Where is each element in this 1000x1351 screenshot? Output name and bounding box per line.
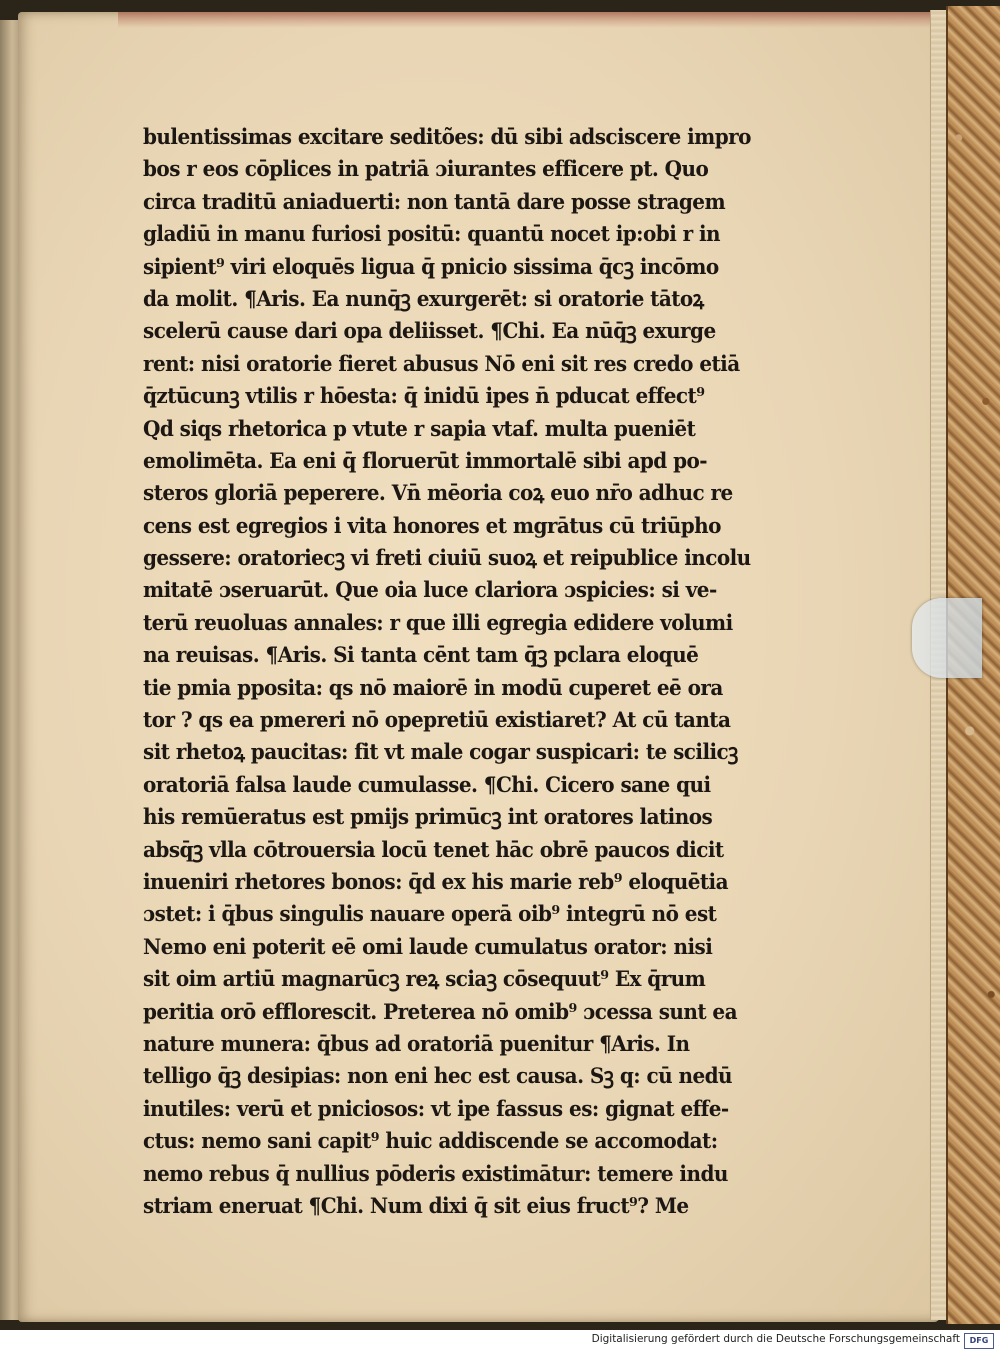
text-line: cens est egregios i vita honores et mgrātus cū triūpho	[143, 513, 721, 539]
text-line: bos r eos cōplices in patriā ɔiurantes efficere pt. Quo	[143, 157, 709, 183]
text-line: sit rhetoꝝ paucitas: fit vt male cogar suspicari: te scilicꝫ	[143, 740, 738, 766]
text-line: peritia orō efflorescit. Preterea nō omib⁹ ɔcessa sunt ea	[143, 999, 738, 1025]
top-edge-stain	[118, 12, 948, 28]
text-column	[143, 122, 751, 1223]
text-line: q̄ztūcunꝫ vtilis r hōesta: q̄ inidū ipes n̄ pducat effect⁹	[143, 384, 705, 410]
text-line: Qd siqs rhetorica p vtute r sapia vtaf. multa pueniēt	[143, 416, 696, 442]
text-line: absq̄ꝫ vlla cōtrouersia locū tenet hāc obrē paucos dicit	[143, 837, 724, 863]
text-line: na reuisas. ¶Aris. Si tanta cēnt tam q̄ꝫ pclara eloquē	[143, 643, 699, 669]
text-line: sipient⁹ viri eloquēs ligua q̄ pnicio sissima q̄cꝫ incōmo	[143, 254, 719, 280]
text-line: emolimēta. Ea eni q̄ floruerūt immortalē sibi apd po-	[143, 448, 708, 474]
text-line: steros gloriā peperere. Vn̄ mēoria coꝝ euo nr̄o adhuc re	[143, 481, 733, 507]
text-line: tor ? qs ea pmereri nō opepretiū existiaret? At cū tanta	[143, 708, 731, 734]
text-line: gessere: oratoriecꝫ vi freti ciuiū suoꝝ et reipublice incolu	[143, 546, 751, 572]
text-line: ctus: nemo sani capit⁹ huic addiscende se accomodat:	[143, 1129, 718, 1155]
text-line: bulentissimas excitare seditões: dū sibi adsciscere impro	[143, 125, 751, 150]
text-line: his remūeratus est pmijs primūcꝫ int oratores latinos	[143, 805, 713, 831]
text-line: oratoriā falsa laude cumulasse. ¶Chi. Cicero sane qui	[143, 772, 711, 798]
text-line: Nemo eni poterit eē omi laude cumulatus orator: nisi	[143, 934, 713, 960]
footer-bar	[0, 1330, 1000, 1351]
text-line: circa traditū aniaduerti: non tantā dare posse stragem	[143, 189, 726, 215]
text-line: ɔstet: i q̄bus singulis nauare operā oib⁹ integrū nō est	[143, 902, 717, 928]
text-line: nemo rebus q̄ nullius pōderis existimātur: temere indu	[143, 1161, 728, 1187]
text-line: sit oim artiū magnarūcꝫ reꝝ sciaꝫ cōsequut⁹ Ex q̄rum	[143, 967, 706, 993]
dfg-logo: DFG	[964, 1333, 994, 1349]
text-line: telligo q̄ꝫ desipias: non eni hec est causa. Sꝫ q: cū nedū	[143, 1064, 733, 1090]
text-line: rent: nisi oratorie fieret abusus Nō eni sit res credo etiā	[143, 351, 740, 377]
text-line: inueniri rhetores bonos: q̄d ex his marie reb⁹ eloquētia	[143, 869, 728, 895]
text-line: gladiū in manu furiosi positū: quantū nocet ip:obi r in	[143, 222, 721, 248]
text-line: nature munera: q̄bus ad oratoriā puenitur ¶Aris. In	[143, 1031, 690, 1057]
text-line: da molit. ¶Aris. Ea nunq̄ꝫ exurgerēt: si oratorie tātoꝝ	[143, 286, 704, 312]
page-clip	[912, 598, 982, 678]
text-line: tie pmia pposita: qs nō maiorē in modū cuperet eē ora	[143, 675, 723, 701]
text-line: inutiles: verū et pniciosos: vt ipe fassus es: gignat effe-	[143, 1096, 729, 1122]
text-line: striam eneruat ¶Chi. Num dixi q̄ sit eius fruct⁹? Me	[143, 1193, 689, 1219]
text-line: terū reuoluas annales: r que illi egregia edidere volumi	[143, 610, 733, 636]
text-line: scelerū cause dari opa deliisset. ¶Chi. Ea nūq̄ꝫ exurge	[143, 319, 716, 345]
funding-credit: Digitalisierung gefördert durch die Deutsche Forschungsgemeinschaft	[591, 1333, 960, 1345]
text-line: mitatē ɔseruarūt. Que oia luce clariora ɔspicies: si ve-	[143, 578, 717, 604]
